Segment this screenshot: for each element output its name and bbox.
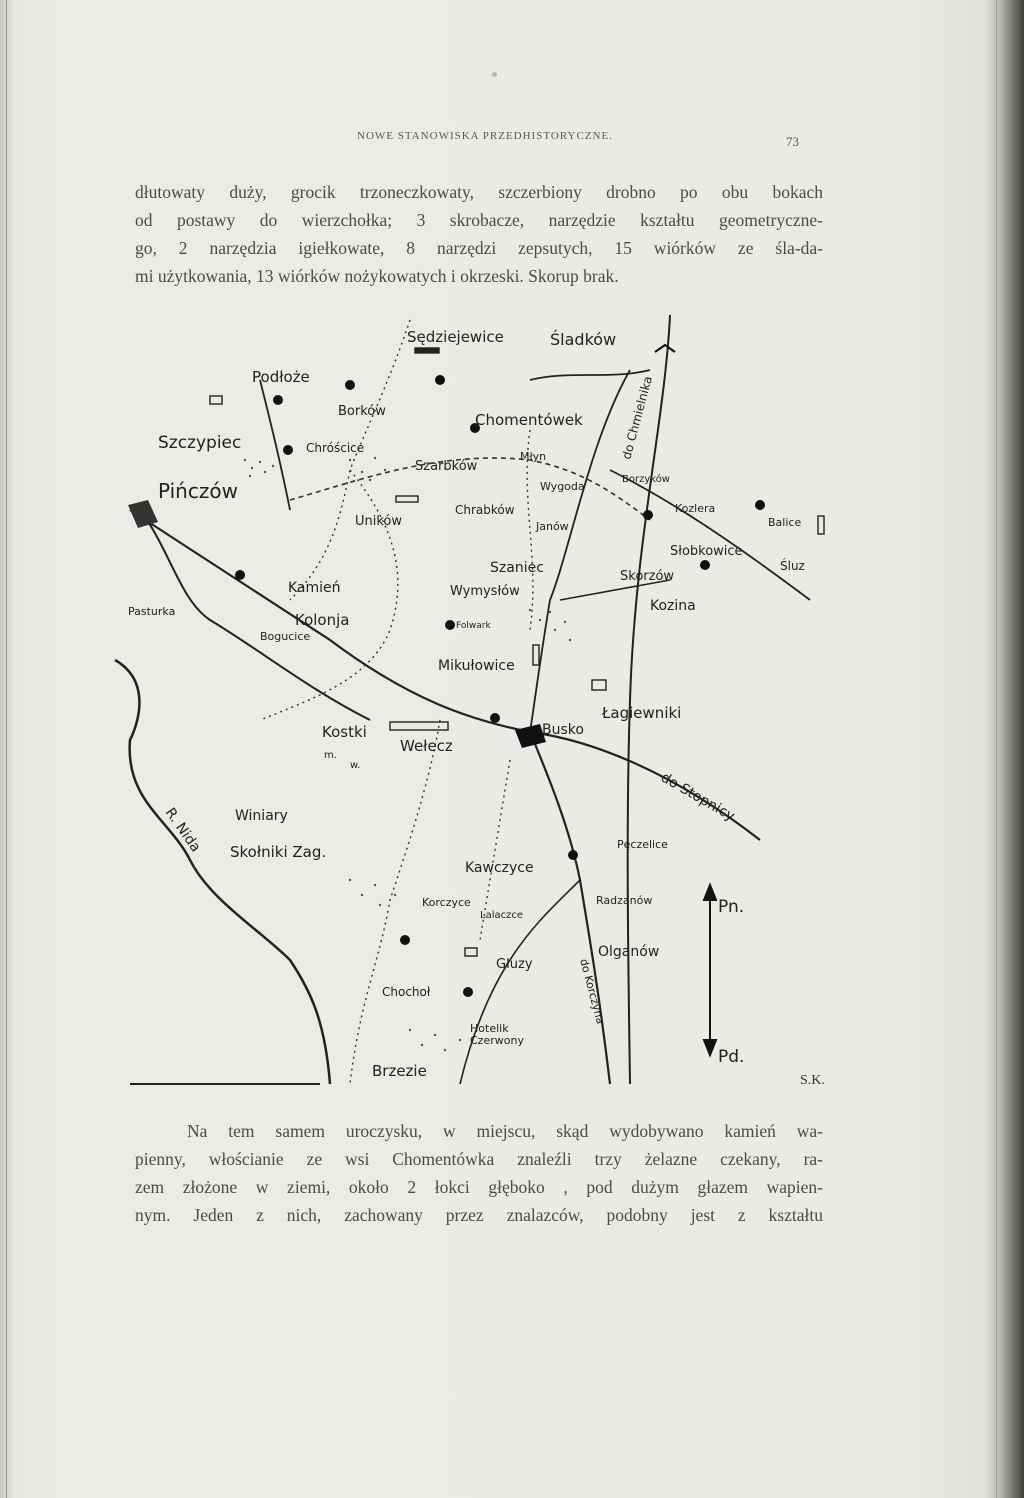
place-szaniec: Szaniec	[490, 560, 544, 576]
place-korczyce: Korczyce	[422, 896, 471, 909]
place-sedziejewice: Sędziejewice	[407, 328, 504, 346]
place-pasturka: Pasturka	[128, 605, 176, 618]
text-line: zem złożone w ziemi, około 2 łokci głęboko , pod dużym głazem wapien-	[135, 1177, 823, 1197]
stream-north	[530, 370, 650, 380]
pinczow-mark	[128, 500, 158, 528]
place-lagiewniki: Łagiewniki	[602, 704, 682, 722]
place-borkow: Borków	[338, 404, 386, 419]
place-podlozie: Podłoże	[252, 368, 310, 386]
place-kozlera: Kozlera	[675, 502, 716, 515]
place-szarbkow: Szarbków	[415, 459, 478, 474]
place-kawczyce: Kawczyce	[465, 860, 534, 876]
place-chochol: Chochoł	[382, 985, 431, 999]
place-mlyn: Młyn	[520, 450, 547, 463]
place-welecz: Wełecz	[400, 737, 453, 755]
place-sluza: Śluz	[780, 559, 805, 573]
hand-drawn-map	[110, 300, 840, 1100]
label-do-korczyna: do Korczyna	[577, 957, 607, 1026]
place-sladkow: Śladków	[550, 330, 617, 349]
text-line: go, 2 narzędzia igiełkowate, 8 narzędzi zepsutych, 15 wiórków ze śla-da-	[135, 238, 823, 258]
road-busko-korczyn	[530, 732, 610, 1084]
place-lalaczce: Lalaczce	[480, 910, 524, 921]
paragraph-bottom	[135, 1117, 823, 1229]
place-czerwony: Czerwony	[470, 1034, 524, 1047]
place-kostki: Kostki	[322, 723, 367, 741]
scan-speck	[492, 72, 497, 77]
text-line: mi użytkowania, 13 wiórków nożykowatych i okrzeski. Skorup brak.	[135, 266, 619, 286]
page-number: 73	[786, 134, 799, 149]
place-winiary: Winiary	[235, 808, 288, 824]
place-kolonja: Kolonja	[295, 611, 350, 629]
compass-north: Pn.	[718, 897, 745, 917]
label-do-stopnicy: do Stopnicy	[658, 769, 738, 825]
text-line: od postawy do wierzchołka; 3 skrobacze, narzędzie kształtu geometryczne-	[135, 210, 823, 230]
place-radzanow: Radzanów	[596, 894, 653, 907]
place-janow: Janów	[536, 520, 569, 533]
place-skorzow: Skorzów	[620, 569, 675, 584]
map-signature: S.K.	[800, 1073, 825, 1088]
place-wygoda: Wygoda	[540, 480, 585, 493]
place-olganow: Olganów	[598, 944, 660, 960]
place-chroscice: Chróścice	[306, 441, 365, 455]
place-kostki-m: m.	[324, 750, 337, 761]
place-slabkowice: Słobkowice	[670, 544, 743, 559]
page-edge-line	[996, 0, 997, 1498]
label-do-chmielnika: do Chmielnika	[619, 374, 656, 461]
place-skolnikizag: Skołniki Zag.	[230, 843, 327, 861]
place-bogucice: Bogucice	[260, 630, 311, 643]
label-river-nida: R. Nida	[161, 805, 204, 856]
text-line: pienny, włościanie ze wsi Chomentówka znaleźli trzy żelazne czekany, ra-	[135, 1149, 823, 1169]
map-svg	[110, 300, 840, 1100]
place-kamien: Kamień	[288, 580, 341, 596]
road-pinczow-stopnica	[130, 510, 760, 840]
compass-south: Pd.	[718, 1047, 745, 1067]
river-nida	[115, 660, 330, 1084]
running-title: NOWE STANOWISKA PRZEDHISTORYCZNE.	[357, 130, 613, 142]
place-kozina: Kozina	[650, 598, 696, 614]
place-pecelice: Pęczelice	[617, 838, 668, 851]
place-chrabkow: Chrabków	[455, 503, 515, 517]
page-edge-line	[6, 0, 7, 1498]
text-line: Na tem samem uroczysku, w miejscu, skąd wydobywano kamień wa-	[187, 1121, 823, 1141]
place-chomentowek: Chomentówek	[475, 411, 583, 429]
place-brzezie: Brzezie	[372, 1062, 427, 1080]
place-kostki-w: w.	[350, 760, 361, 771]
place-szczypiec: Szczypiec	[158, 433, 242, 453]
place-unikow: Uników	[355, 514, 403, 529]
place-busko: Busko	[542, 722, 584, 738]
place-balice: Balice	[768, 516, 802, 529]
place-folwark: Folwark	[456, 621, 491, 631]
text-line: nym. Jeden z nich, zachowany przez znalazców, podobny jest z kształtu	[135, 1205, 823, 1225]
place-gluzy: Głuzy	[496, 957, 533, 972]
paragraph-top	[135, 178, 823, 290]
place-pinczow: Pińczów	[158, 479, 238, 503]
place-borzykow: Borzyków	[622, 474, 670, 485]
place-wymyslow: Wymysłów	[450, 584, 520, 599]
place-hotelik: Hotelik	[470, 1022, 509, 1035]
place-mikulowice: Mikułowice	[438, 658, 515, 674]
text-line: dłutowaty duży, grocik trzoneczkowaty, szczerbiony drobno po obu bokach	[135, 182, 823, 202]
